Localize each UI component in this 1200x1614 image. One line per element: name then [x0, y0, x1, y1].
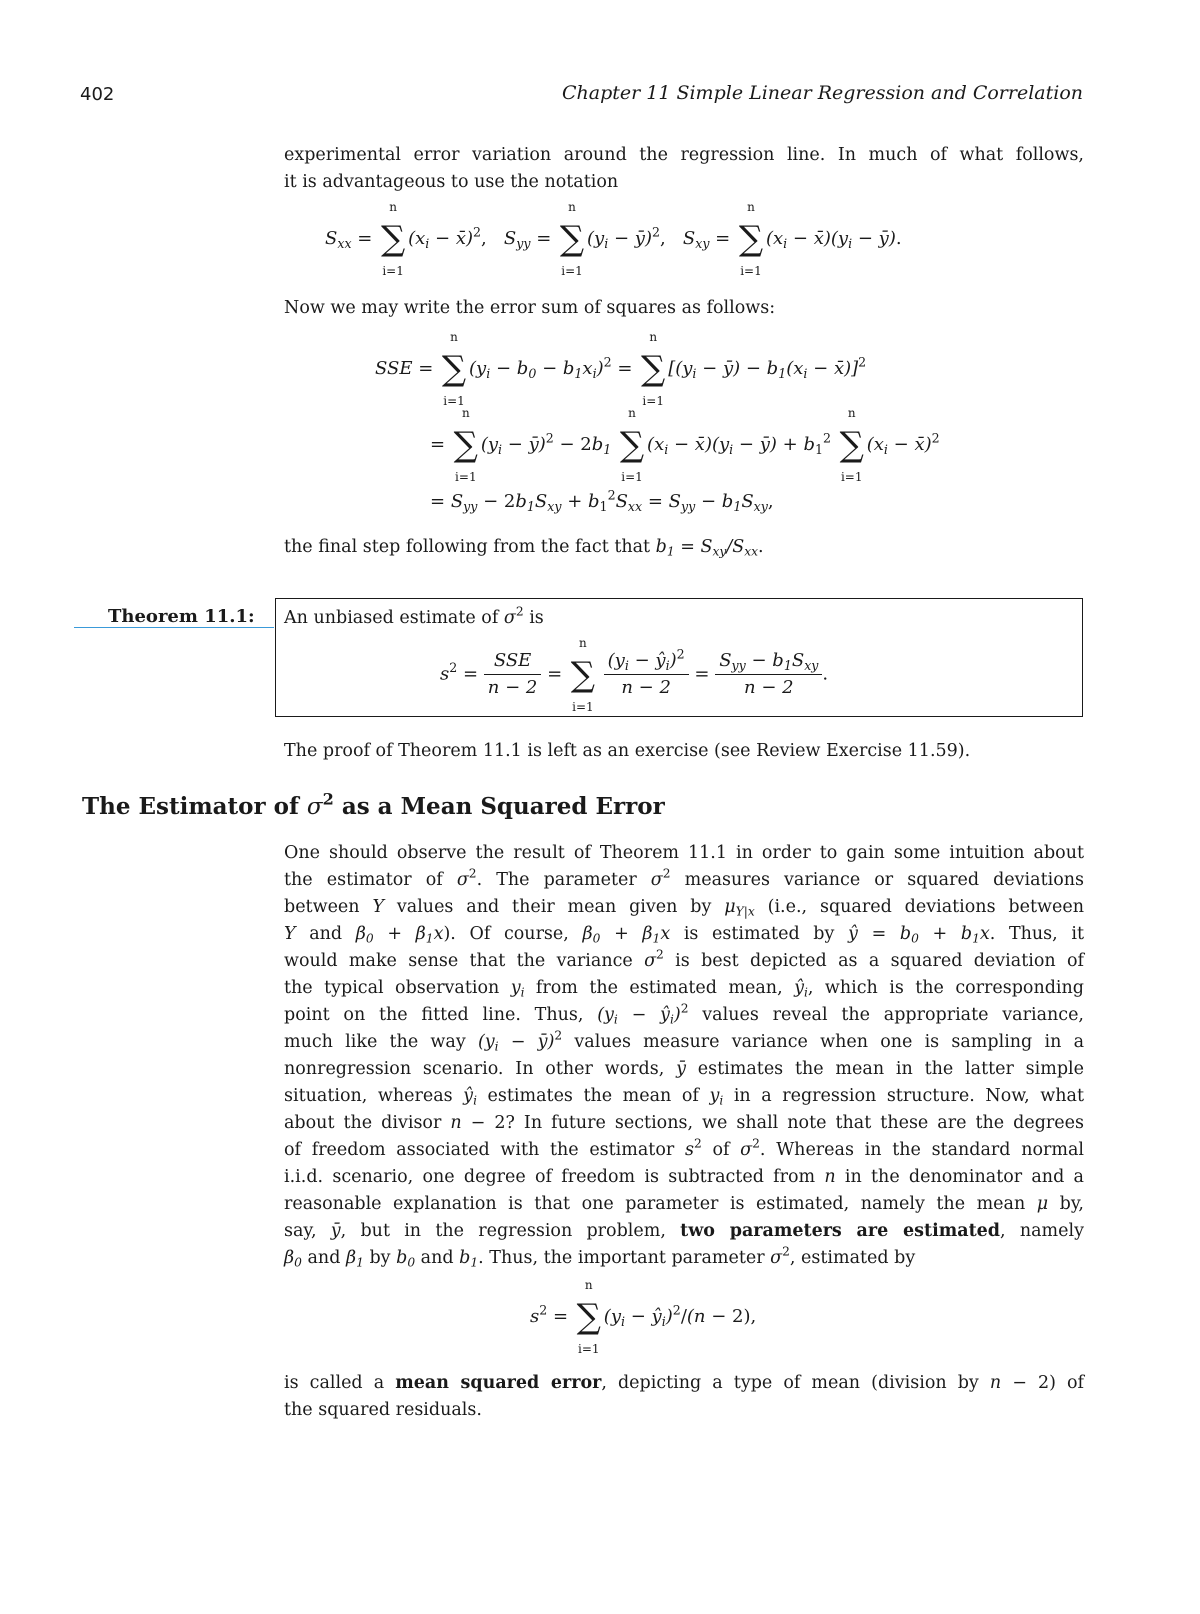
body-line: between Y values and their mean given by $\mu_{Y|x}$ (i.e., squared deviations between [284, 897, 1084, 919]
proof-note [284, 738, 1084, 765]
sse-equation-line-2: = n ∑ i=1 ($y_i$ − ȳ)$^2$ − $2b_1$ n ∑ i=1 ($x_i$ − $x̄)(y_i$ − ȳ) + $b_1^2$ n ∑ i=1 ($x_i$ − x̄)$^2$ [430, 406, 940, 484]
body-paragraph [284, 840, 1084, 1272]
sse-equation-line-1: SSE = n ∑ i=1 $(y_i - b_0 - b_1x_i)^2$ = n ∑ i=1 [($y_i$ − ȳ) − $b_1(x_i$ − x̄)]$^2$ [375, 330, 867, 408]
mse-equation: $s^2$ = n ∑ i=1 ($y_i$ − $ŷ_i)^2/(n - 2)$, [530, 1278, 757, 1356]
section-heading: The Estimator of $\sigma^2$ as a Mean Squared Error [82, 789, 665, 820]
body-line: the typical observation $y_i$ from the estimated mean, $ŷ_i$, which is the corresponding [284, 978, 1084, 1000]
theorem-statement: An unbiased estimate of $\sigma^2$ is [284, 604, 544, 628]
theorem-equation: $s^2$ = $\frac{\text{SSE}}{n - 2}$ = n ∑ i=1 $\frac{(y_i - ŷ_i)^2}{n - 2}$ = $\frac{S_{yy} - b_1S_{xy}}{n - 2}$ . [440, 635, 829, 714]
body-line: say, ȳ, but in the regression problem, two parameters are estimated, namely [284, 1221, 1084, 1241]
body-line: reasonable explanation is that one parameter is estimated, namely the mean μ by, [284, 1194, 1084, 1214]
proof-note-text: The proof of Theorem 11.1 is left as an exercise (see Review Exercise 11.59). [284, 741, 971, 761]
body-line: about the divisor n − 2? In future sections, we shall note that these are the degrees [284, 1113, 1084, 1133]
section-heading-prefix: The Estimator of [82, 793, 299, 820]
body-line: $\beta_0$ and $\beta_1$ by $b_0$ and $b_1$. Thus, the important parameter $\sigma^2$, estimated by [284, 1244, 916, 1270]
body-line: i.i.d. scenario, one degree of freedom is subtracted from n in the denominator and a [284, 1167, 1084, 1187]
notation-equation: $S_{xx}$ = n ∑ i=1 ($x_i$ − x̄)$^2$, $S_{yy}$ = n ∑ i=1 ($y_i$ − ȳ)$^2$, $S_{xy}$ = n ∑ i=1 ($x_i$ − $x̄)(y_i$ − ȳ). [325, 200, 902, 278]
sse-intro-text: Now we may write the error sum of squares as follows: [284, 298, 776, 318]
body-line: point on the fitted line. Thus, ($y_i$ − $ŷ_i)^2$ values reveal the appropriate variance, [284, 1001, 1084, 1027]
theorem-statement-text: An unbiased estimate of [284, 608, 499, 628]
body-line: much like the way ($y_i$ − ȳ)$^2$ values measure variance when one is sampling in a [284, 1028, 1084, 1054]
body-line: nonregression scenario. In other words, ȳ estimates the mean in the latter simple [284, 1059, 1084, 1079]
intro-line-2: it is advantageous to use the notation [284, 172, 619, 192]
intro-line-1: experimental error variation around the regression line. In much of what follows, [284, 145, 1084, 165]
body-line: would make sense that the variance $\sigma^2$ is best depicted as a squared deviation of [284, 947, 1084, 971]
final-step: the final step following from the fact that $b_1 = S_{xy}/S_{xx}$. [284, 537, 764, 559]
theorem-label: Theorem 11.1: [108, 606, 255, 627]
page-number: 402 [80, 84, 115, 105]
sse-intro [284, 295, 1084, 322]
intro-paragraph [284, 142, 1084, 196]
body-line: the estimator of $\sigma^2$. The parameter $\sigma^2$ measures variance or squared deviations [284, 866, 1084, 890]
body-line: One should observe the result of Theorem 11.1 in order to gain some intuition about [284, 843, 1084, 863]
bold-term: mean squared error [395, 1373, 602, 1393]
bold-phrase: two parameters are estimated [680, 1221, 1001, 1241]
theorem-rule [74, 627, 274, 628]
section-heading-suffix: as a Mean Squared Error [341, 793, 665, 820]
closing-line-2: the squared residuals. [284, 1400, 482, 1420]
body-line: Y and $\beta_0 + \beta_1x$). Of course, $\beta_0 + \beta_1x$ is estimated by ŷ = $b_0 + b_1x$. Thus, it [284, 924, 1084, 946]
running-head: Chapter 11 Simple Linear Regression and Correlation [561, 82, 1083, 104]
sse-equation-line-3: = $S_{yy} - 2b_1S_{xy} + b_1^2S_{xx} = S_{yy} - b_1S_{xy}$, [430, 487, 774, 514]
closing-line-1: is called a mean squared error, depicting a type of mean (division by n − 2) of [284, 1373, 1084, 1393]
closing-paragraph [284, 1370, 1084, 1424]
final-step-text: the final step following from the fact that [284, 537, 651, 557]
body-line: situation, whereas $ŷ_i$ estimates the mean of $y_i$ in a regression structure. Now, what [284, 1086, 1084, 1108]
body-line: of freedom associated with the estimator $s^2$ of $\sigma^2$. Whereas in the standard normal [284, 1136, 1085, 1160]
